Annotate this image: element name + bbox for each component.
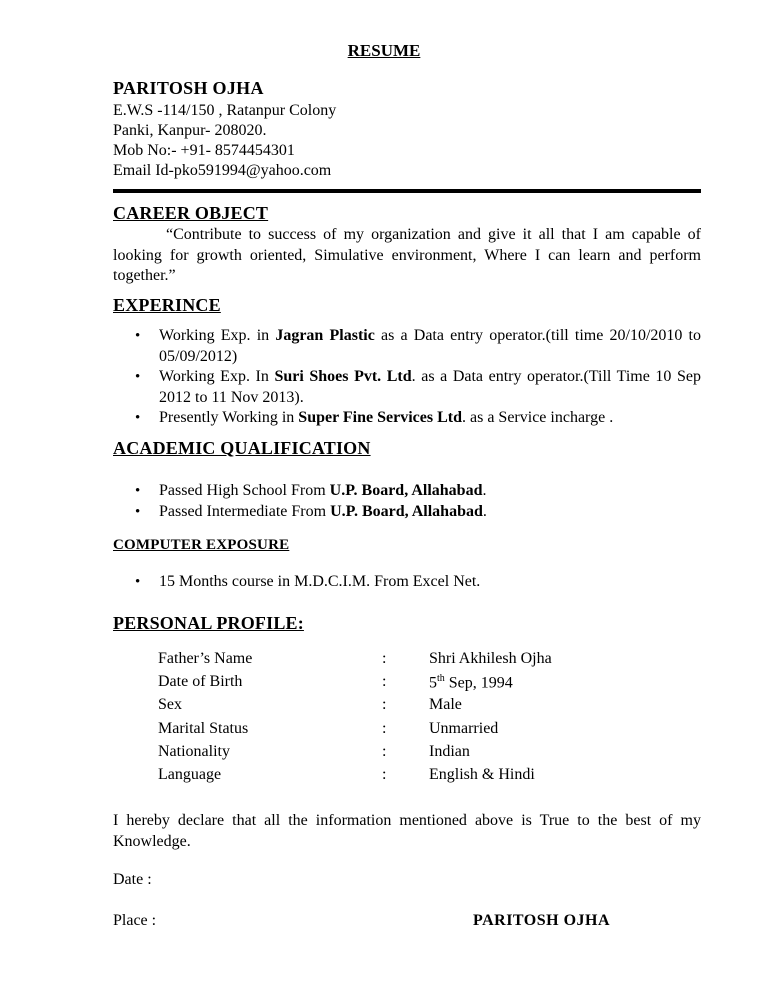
list-item: • Passed High School From U.P. Board, Allahabad. xyxy=(159,481,701,502)
profile-value: Unmarried xyxy=(429,720,499,737)
profile-colon: : xyxy=(382,650,387,667)
profile-value: English & Hindi xyxy=(429,766,535,783)
profile-value: Male xyxy=(429,696,462,713)
profile-label: Sex xyxy=(158,696,182,713)
date-label: Date : xyxy=(113,871,152,888)
address-line-1: E.W.S -114/150 , Ratanpur Colony xyxy=(113,102,337,119)
profile-colon: : xyxy=(382,720,387,737)
applicant-name: PARITOSH OJHA xyxy=(113,78,264,98)
profile-label: Marital Status xyxy=(158,720,249,737)
profile-colon: : xyxy=(382,766,387,783)
profile-label: Date of Birth xyxy=(158,673,243,690)
list-item: • Working Exp. In Suri Shoes Pvt. Ltd. as a Data entry operator.(Till Time 10 Sep 2012 to 11 Nov 2013). xyxy=(159,367,701,408)
profile-colon: : xyxy=(382,696,387,713)
list-item: • Passed Intermediate From U.P. Board, Allahabad. xyxy=(159,502,701,523)
signature-name: PARITOSH OJHA xyxy=(473,912,611,929)
academic-heading: ACADEMIC QUALIFICATION xyxy=(113,438,371,458)
declaration-text: I hereby declare that all the information mentioned above is True to the best of my Knowledge. xyxy=(113,812,701,850)
profile-label: Father’s Name xyxy=(158,650,253,667)
list-item: • 15 Months course in M.D.C.I.M. From Excel Net. xyxy=(159,572,701,593)
address-line-2: Panki, Kanpur- 208020. xyxy=(113,122,267,139)
list-item: • Working Exp. in Jagran Plastic as a Data entry operator.(till time 20/10/2010 to 05/09/2012) xyxy=(159,326,701,367)
profile-colon: : xyxy=(382,743,387,760)
academic-list xyxy=(113,481,701,522)
computer-exposure-list xyxy=(113,572,701,593)
email-address: Email Id-pko591994@yahoo.com xyxy=(113,162,332,179)
header-divider xyxy=(113,189,701,193)
profile-value: 5th Sep, 1994 xyxy=(429,673,513,692)
profile-colon: : xyxy=(382,673,387,690)
career-object-text: “Contribute to success of my organization and give it all that I am capable of looking for growth oriented, Simulative environment, Where I can learn and perform together.” xyxy=(113,226,701,284)
place-label: Place : xyxy=(113,912,157,929)
computer-exposure-heading: COMPUTER EXPOSURE xyxy=(113,537,290,553)
profile-value: Indian xyxy=(429,743,470,760)
page-title: RESUME xyxy=(347,41,421,60)
career-object-heading: CAREER OBJECT xyxy=(113,203,269,223)
mobile-number: Mob No:- +91- 8574454301 xyxy=(113,142,295,159)
profile-label: Nationality xyxy=(158,743,230,760)
profile-label: Language xyxy=(158,766,222,783)
list-item: • Presently Working in Super Fine Services Ltd. as a Service incharge . xyxy=(159,408,701,429)
experience-list xyxy=(113,326,701,429)
experience-heading: EXPERINCE xyxy=(113,295,221,315)
profile-value: Shri Akhilesh Ojha xyxy=(429,650,552,667)
personal-profile-heading: PERSONAL PROFILE: xyxy=(113,613,304,633)
